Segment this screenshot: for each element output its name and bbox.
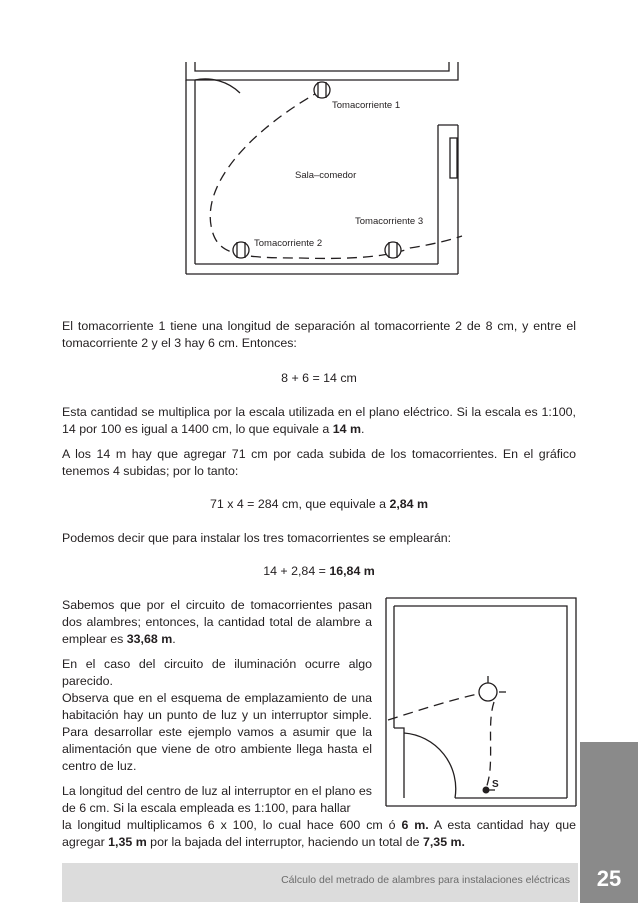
- paragraph-3: A los 14 m hay que agregar 71 cm por cada subida de los tomacorrientes. En el gráfico tenemos 4 subidas; por lo tanto:: [62, 447, 576, 478]
- floor-plan-lighting: [380, 590, 580, 810]
- paragraph-1-text: El tomacorriente 1 tiene una longitud de separación al tomacorriente 2 de 8 cm, y entre el tomacorriente 2 y el 3 hay 6 cm. Entonces:: [62, 319, 576, 350]
- label-tomacorriente-1: Tomacorriente 1: [332, 100, 401, 111]
- paragraph-8-bold-3: 7,35 m.: [422, 835, 465, 849]
- paragraph-5-bold: 33,68 m: [126, 632, 173, 646]
- page-number: 25: [596, 866, 622, 891]
- floor-plan-sala-comedor: [0, 0, 638, 290]
- paragraph-8-cont: [62, 817, 576, 851]
- footer-title: Cálculo del metrado de alambres para instalaciones eléctricas: [281, 874, 570, 886]
- paragraph-8-text-3: por la bajada del interruptor, haciendo un total de: [146, 835, 423, 849]
- paragraph-7: Observa que en el esquema de emplazamiento de una habitación hay un punto de luz y un interruptor simple. Para desarrollar este ejemplo vamos a asumir que la alimentación que viene de otro ambiente llega hasta el centro de luz.: [62, 691, 372, 773]
- paragraph-1: [62, 318, 576, 352]
- paragraph-4: Podemos decir que para instalar los tres tomacorrientes se emplearán:: [62, 531, 452, 545]
- paragraph-8-bold-2: 1,35 m: [108, 835, 147, 849]
- paragraph-5-end: .: [172, 632, 176, 646]
- paragraph-8-text-2: A esta cantidad hay que agregar: [62, 818, 577, 849]
- paragraph-5-text: Sabemos que por el circuito de tomacorrientes pasan dos alambres; entonces, la cantidad total de alambre a emplear es: [62, 598, 372, 646]
- paragraph-5: [62, 597, 372, 648]
- label-sala-comedor: Sala–comedor: [295, 170, 357, 181]
- label-tomacorriente-3: Tomacorriente 3: [355, 216, 424, 227]
- equation-1: 8 + 6 = 14 cm: [281, 371, 357, 385]
- footer-bar: [62, 863, 578, 902]
- equation-3: [62, 563, 576, 580]
- paragraph-8-start: La longitud del centro de luz al interruptor en el plano es de 6 cm. Si la escala empleada es 1:100, para hallar: [62, 784, 372, 815]
- paragraph-2: [62, 404, 576, 438]
- paragraph-2-text: Esta cantidad se multiplica por la escala utilizada en el plano eléctrico. Si la escala es 1:100, 14 por 100 es igual a 1400 cm, lo que equivale a: [62, 405, 576, 436]
- equation-2-bold: 2,84 m: [389, 497, 429, 511]
- paragraph-6: En el caso del circuito de iluminación ocurre algo parecido.: [62, 657, 372, 688]
- equation-3-bold: 16,84 m: [329, 564, 375, 578]
- paragraph-8-text-1: la longitud multiplicamos 6 x 100, lo cual hace 600 cm ó: [62, 818, 402, 832]
- label-switch-s: S: [492, 779, 499, 790]
- paragraph-2-end: .: [360, 422, 365, 436]
- paragraph-2-bold: 14 m: [332, 422, 361, 436]
- equation-3-text: 14 + 2,84 =: [263, 564, 330, 578]
- label-tomacorriente-2: Tomacorriente 2: [254, 238, 323, 249]
- equation-2-text: 71 x 4 = 284 cm, que equivale a: [209, 497, 390, 511]
- paragraph-8-bold-1: 6 m.: [401, 818, 429, 832]
- equation-2: [62, 496, 576, 513]
